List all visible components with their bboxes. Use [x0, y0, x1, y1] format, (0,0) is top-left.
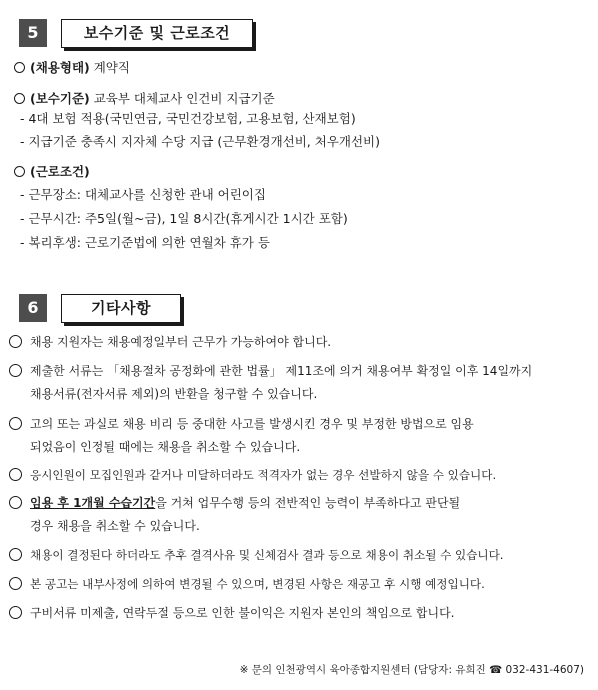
- notice-text: 채용 지원자는 채용예정일부터 근무가 가능하여야 합니다.: [30, 335, 332, 349]
- circle-bullet-icon: [9, 468, 22, 481]
- pay-standard-value: 교육부 대체교사 인건비 지급기준: [93, 91, 275, 106]
- section-number-badge: 6: [19, 294, 47, 322]
- notice-item: [9, 494, 460, 512]
- circle-bullet-icon: [9, 496, 22, 509]
- notice-item: [9, 575, 485, 593]
- circle-bullet-icon: [9, 364, 22, 377]
- condition-item: - 근무장소: 대체교사를 신청한 관내 어린이집: [20, 187, 266, 202]
- notice-text: 구비서류 미제출, 연락두절 등으로 인한 불이익은 지원자 본인의 책임으로 합니다.: [30, 606, 455, 620]
- employment-type-row: [14, 59, 130, 77]
- notice-text: 을 거쳐 업무수행 등의 전반적인 능력이 부족하다고 판단될: [155, 496, 461, 510]
- pay-item: - 지급기준 충족시 지자체 수당 지급 (근무환경개선비, 처우개선비): [20, 134, 381, 149]
- reference-mark-icon: ※: [239, 664, 249, 676]
- section-title: 보수기준 및 근로조건: [61, 19, 253, 48]
- contact-text: 문의 인천광역시 육아종합지원센터 (담당자: 유희진 ☎ 032-431-4607): [251, 664, 584, 676]
- circle-bullet-icon: [9, 417, 22, 430]
- work-conditions-label: (근로조건): [30, 164, 90, 179]
- notice-item: [9, 415, 474, 433]
- notice-item: [9, 333, 331, 351]
- condition-item: - 복리후생: 근로기준법에 의한 연월차 휴가 등: [20, 235, 270, 250]
- work-conditions-row: [14, 163, 90, 181]
- pay-item: - 4대 보험 적용(국민연금, 국민건강보험, 고용보험, 산재보험): [20, 111, 356, 126]
- notice-text-continued: 채용서류(전자서류 제외)의 반환을 청구할 수 있습니다.: [30, 387, 318, 401]
- circle-bullet-icon: [9, 548, 22, 561]
- notice-text: 고의 또는 과실로 채용 비리 등 중대한 사고를 발생시킨 경우 및 부정한 방법으로 임용: [30, 417, 474, 431]
- probation-emphasis: 임용 후 1개월 수습기간: [30, 496, 156, 510]
- employment-type-value: 계약직: [93, 60, 130, 75]
- circle-bullet-icon: [14, 93, 25, 104]
- pay-standard-row: [14, 90, 275, 108]
- circle-bullet-icon: [14, 62, 25, 73]
- notice-text: 본 공고는 내부사정에 의하여 변경될 수 있으며, 변경된 사항은 재공고 후 시행 예정입니다.: [30, 577, 485, 591]
- section-title: 기타사항: [61, 294, 181, 323]
- circle-bullet-icon: [9, 606, 22, 619]
- notice-text: 응시인원이 모집인원과 같거나 미달하더라도 적격자가 없는 경우 선발하지 않을 수 있습니다.: [30, 468, 497, 482]
- notice-text: 제출한 서류는 「채용절차 공정화에 관한 법률」 제11조에 의거 채용여부 확정일 이후 14일까지: [30, 364, 533, 378]
- condition-item: - 근무시간: 주5일(월~금), 1일 8시간(휴게시간 1시간 포함): [20, 211, 348, 226]
- employment-type-label: (채용형태): [30, 60, 90, 75]
- notice-text-continued: 경우 채용을 취소할 수 있습니다.: [30, 519, 200, 533]
- notice-text-continued: 되었음이 인정될 때에는 채용을 취소할 수 있습니다.: [30, 440, 301, 454]
- section-number-badge: 5: [19, 19, 47, 47]
- notice-item: [9, 466, 496, 484]
- circle-bullet-icon: [9, 335, 22, 348]
- contact-footer: [240, 662, 584, 677]
- notice-item: [9, 546, 504, 564]
- pay-standard-label: (보수기준): [30, 91, 90, 106]
- notice-text: 채용이 결정된다 하더라도 추후 결격사유 및 신체검사 결과 등으로 채용이 취소될 수 있습니다.: [30, 548, 504, 562]
- notice-item: [9, 604, 455, 622]
- notice-item: [9, 362, 532, 380]
- circle-bullet-icon: [14, 166, 25, 177]
- circle-bullet-icon: [9, 577, 22, 590]
